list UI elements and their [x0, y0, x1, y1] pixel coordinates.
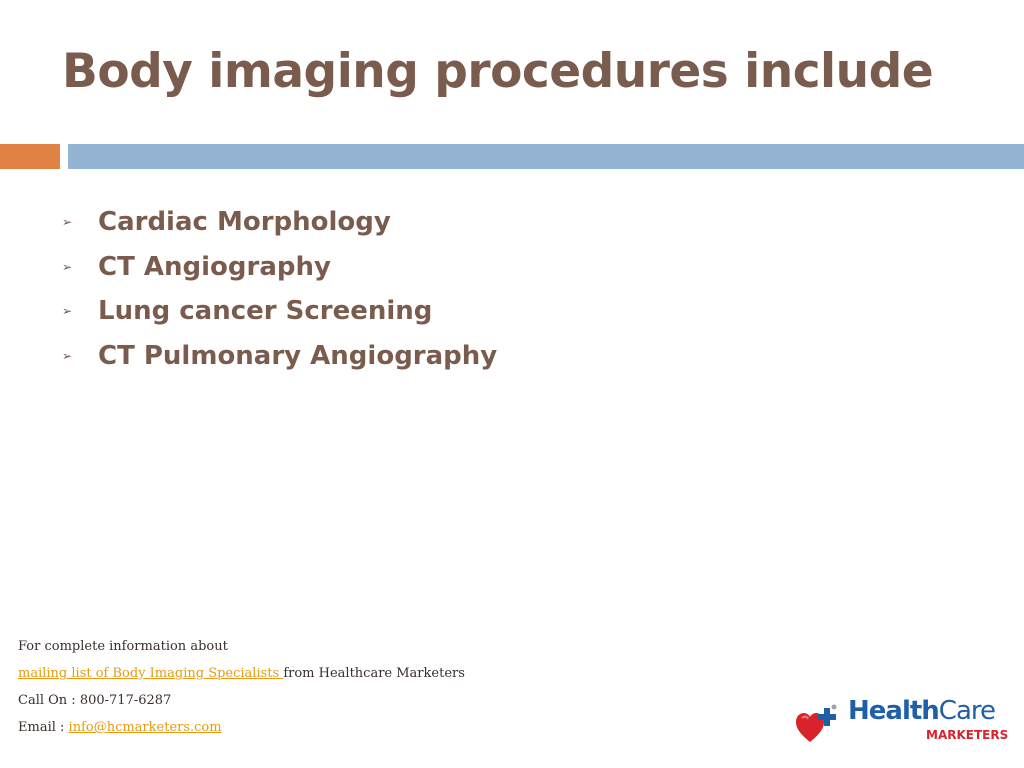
orange-accent-bar [0, 144, 60, 169]
list-item [62, 245, 497, 290]
footer-email-line [18, 717, 465, 744]
arrow-bullet-icon: ➢ [62, 348, 73, 363]
contact-footer [18, 636, 465, 744]
call-label: Call On : [18, 693, 80, 708]
list-item [62, 289, 497, 334]
arrow-bullet-icon: ➢ [62, 215, 73, 230]
bullet-text: Cardiac Morphology [98, 207, 391, 238]
footer-link-line [18, 663, 465, 690]
mailing-list-link[interactable]: mailing list of Body Imaging Specialists [18, 666, 284, 681]
blue-accent-bar [68, 144, 1024, 169]
healthcare-marketers-logo [796, 696, 1016, 746]
arrow-bullet-icon: ➢ [62, 304, 73, 319]
bullet-text: CT Pulmonary Angiography [98, 340, 498, 371]
email-label: Email : [18, 720, 69, 735]
footer-link-suffix: from Healthcare Marketers [283, 666, 465, 681]
list-item [62, 334, 497, 379]
arrow-bullet-icon: ➢ [62, 259, 73, 274]
footer-call-line [18, 690, 465, 717]
list-item [62, 200, 497, 245]
bullet-text: CT Angiography [98, 251, 331, 282]
logo-wordmark: HealthCare [848, 696, 995, 726]
phone-number: 800-717-6287 [79, 693, 172, 708]
footer-intro: For complete information about [18, 639, 228, 654]
bullet-text: Lung cancer Screening [98, 296, 433, 327]
heart-cross-icon [796, 704, 838, 744]
slide-title: Body imaging procedures include [62, 44, 934, 99]
bullet-list [62, 200, 497, 378]
email-link[interactable]: info@hcmarketers.com [68, 720, 222, 735]
logo-subtitle: MARKETERS [926, 728, 1009, 742]
